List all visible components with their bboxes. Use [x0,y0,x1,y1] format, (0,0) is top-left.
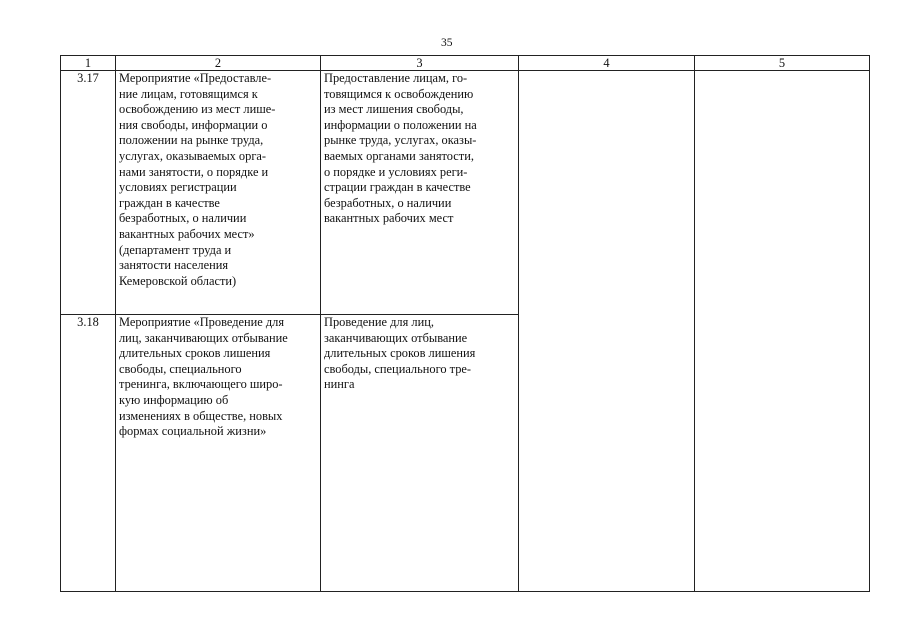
description-cell: Предоставление лицам, го- товящимся к освобождению из мест лишения свободы, информации о положении на рынке труда, услугах, оказы- ваемых органами занятости, о порядке и условиях реги- страции граждан в качестве безработных, о наличии вакантных рабочих мест [321,71,519,315]
activity-cell: Мероприятие «Предоставле- ние лицам, готовящимся к освобождению из мест лише- ния свободы, информации о положении на рынке труда, услугах, оказываемых орга- нами занятости, о порядке и условиях регистрации граждан в качестве безработных, о наличии вакантных рабочих мест» (департамент труда и занятости населения Кемеровской области) [116,71,321,315]
table-row [61,71,870,315]
measures-table [60,55,870,592]
empty-cell-col5 [695,71,870,592]
column-header-5: 5 [695,56,870,71]
column-header-3: 3 [321,56,519,71]
column-header-4: 4 [519,56,695,71]
activity-cell: Мероприятие «Проведение для лиц, заканчивающих отбывание длительных сроков лишения свободы, специального тренинга, включающего широ- кую информацию об изменениях в обществе, новых формах социальной жизни» [116,315,321,592]
header-row [61,56,870,71]
row-number: 3.17 [61,71,116,315]
page-number: 35 [441,37,453,49]
column-header-2: 2 [116,56,321,71]
description-cell: Проведение для лиц, заканчивающих отбывание длительных сроков лишения свободы, специального тре- нинга [321,315,519,592]
column-header-1: 1 [61,56,116,71]
row-number: 3.18 [61,315,116,592]
empty-cell-col4 [519,71,695,592]
